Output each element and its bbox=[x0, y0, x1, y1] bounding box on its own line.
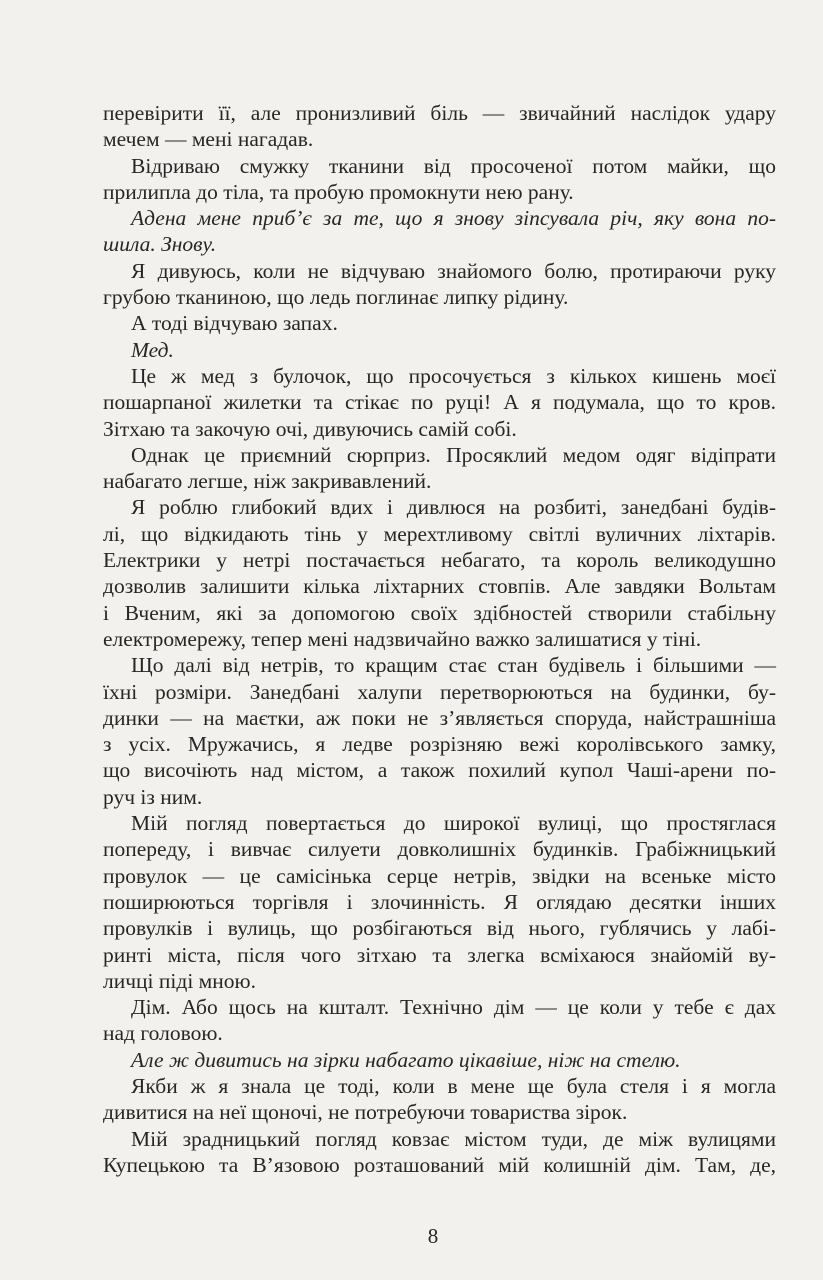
text-line: з усіх. Мружачись, я ледве розрізняю вежі королівського замку, bbox=[103, 732, 776, 757]
text-line: Відриваю смужку тканини від просоченої потом майки, що bbox=[131, 153, 776, 178]
paragraph bbox=[103, 310, 776, 336]
text-line: поширюються торгівля і злочинність. Я оглядаю десятки інших bbox=[103, 889, 776, 914]
text-line: Якби ж я знала це тоді, коли в мене ще була стеля і я могла bbox=[131, 1073, 776, 1098]
text-line: провулок — це самісінька серце нетрів, звідки на всеньке місто bbox=[103, 863, 776, 888]
text-line: Мед. bbox=[131, 337, 174, 362]
italic-paragraph bbox=[103, 205, 776, 258]
paragraph bbox=[103, 994, 776, 1047]
text-line: над головою. bbox=[103, 1021, 223, 1046]
text-line: Мій зрадницький погляд ковзає містом туди, де між вулицями bbox=[131, 1126, 776, 1151]
text-line: Це ж мед з булочок, що просочується з кількох кишень моєї bbox=[131, 363, 776, 388]
paragraph bbox=[103, 1073, 776, 1126]
paragraph bbox=[103, 494, 776, 652]
italic-paragraph bbox=[103, 1047, 776, 1073]
paragraph bbox=[103, 1126, 776, 1179]
paragraph bbox=[103, 258, 776, 311]
text-line: перевірити її, але пронизливий біль — звичайний наслідок удару bbox=[103, 101, 776, 125]
text-line: Але ж дивитись на зірки набагато цікавіше, ніж на стелю. bbox=[131, 1047, 681, 1072]
paragraph bbox=[103, 363, 776, 442]
text-line: Що далі від нетрів, то кращим стає стан будівель і більшими — bbox=[131, 653, 776, 678]
text-line: Адена мене приб’є за те, що я знову зіпсувала річ, яку вона по- bbox=[131, 206, 776, 231]
paragraph bbox=[103, 100, 776, 153]
text-line: попереду, і вивчає силуети довколишніх будинків. Грабіжницький bbox=[103, 837, 776, 862]
text-line: провулків і вулиць, що розбігаються від нього, гублячись у лабі- bbox=[103, 916, 776, 941]
text-line: ринті міста, після чого зітхаю та злегка всміхаюся знайомій ву- bbox=[103, 942, 776, 967]
page-number: 8 bbox=[427, 1224, 439, 1248]
text-line: Мій погляд повертається до широкої вулиці, що простяглася bbox=[131, 811, 776, 836]
text-line: лі, що відкидають тінь у мерехтливому світлі вуличних ліхтарів. bbox=[103, 521, 776, 546]
text-line: мечем — мені нагадав. bbox=[103, 127, 314, 152]
text-line: дозволив залишити кілька ліхтарних стовпів. Але завдяки Вольтам bbox=[103, 574, 776, 599]
paragraph bbox=[103, 652, 776, 810]
paragraph bbox=[103, 810, 776, 994]
text-line: дивитися на неї щоночі, не потребуючи товариства зірок. bbox=[103, 1100, 628, 1125]
text-line: динки — на маєтки, аж поки не з’являється споруда, найстрашніша bbox=[103, 705, 776, 730]
text-line: Я дивуюсь, коли не відчуваю знайомого болю, протираючи руку bbox=[131, 258, 776, 283]
text-line: Купецькою та В’язовою розташований мій колишній дім. Там, де, bbox=[103, 1152, 776, 1177]
text-line: Я роблю глибокий вдих і дивлюся на розбиті, занедбані будів- bbox=[131, 495, 776, 520]
text-line: руч із ним. bbox=[103, 784, 203, 809]
text-line: пошарпаної жилетки та стікає по руці! А я подумала, що то кров. bbox=[103, 390, 776, 415]
italic-paragraph bbox=[103, 337, 776, 363]
text-line: шила. Знову. bbox=[103, 232, 217, 257]
text-line: Електрики у нетрі постачається небагато, та король великодушно bbox=[103, 548, 776, 573]
text-line: прилипла до тіла, та пробую промокнути нею рану. bbox=[103, 179, 574, 204]
text-line: Однак це приємний сюрприз. Просяклий медом одяг відіпрати bbox=[131, 442, 776, 467]
paragraph bbox=[103, 442, 776, 495]
text-line: личці піді мною. bbox=[103, 968, 256, 993]
text-line: грубою тканиною, що ледь поглинає липку рідину. bbox=[103, 285, 569, 310]
text-line: Зітхаю та закочую очі, дивуючись самій собі. bbox=[103, 416, 517, 441]
text-line: і Вченим, які за допомогою своїх здібностей створили стабільну bbox=[103, 600, 776, 625]
text-line: що височіють над містом, а також похилий купол Чаші-арени по- bbox=[103, 758, 776, 783]
text-line: електромережу, тепер мені надзвичайно важко залишатися у тіні. bbox=[103, 626, 702, 651]
text-line: Дім. Або щось на кшталт. Технічно дім — це коли у тебе є дах bbox=[131, 995, 776, 1020]
text-line: А тоді відчуваю запах. bbox=[131, 311, 338, 336]
book-page-text bbox=[103, 100, 776, 1178]
paragraph bbox=[103, 153, 776, 206]
text-line: набагато легше, ніж закривавлений. bbox=[103, 469, 432, 494]
text-line: їхні розміри. Занедбані халупи перетворюються на будинки, бу- bbox=[103, 679, 776, 704]
